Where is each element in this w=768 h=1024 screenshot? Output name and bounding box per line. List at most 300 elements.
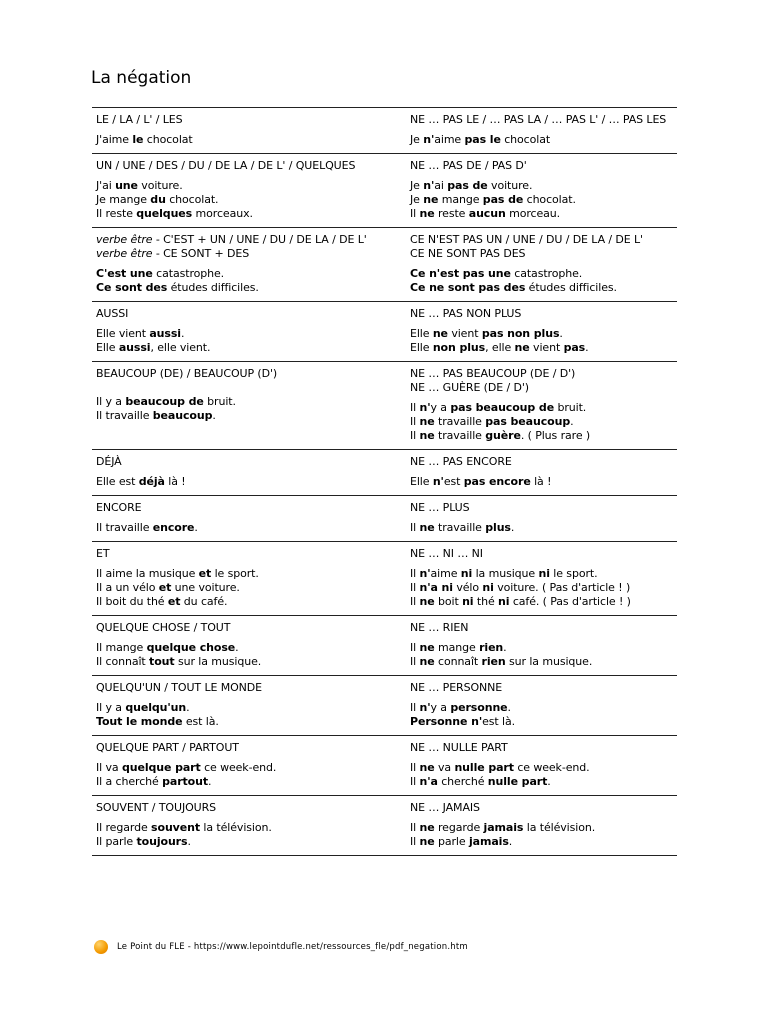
example-sentence: [96, 207, 406, 221]
emphasis-text: n': [419, 401, 431, 414]
text-segment: NE … PAS LE / … PAS LA / … PAS L' / … PAS LES: [410, 113, 667, 126]
emphasis-text: ne: [419, 655, 435, 668]
emphasis-text: jamais: [468, 835, 509, 848]
emphasis-text: ni: [482, 581, 494, 594]
emphasis-text: Ce n'est pas une: [410, 267, 511, 280]
text-segment: .: [510, 521, 515, 534]
text-segment: .: [186, 701, 190, 714]
text-segment: regarde: [434, 821, 484, 834]
examples: [410, 521, 677, 535]
emphasis-text: partout: [162, 775, 209, 788]
text-segment: connaît: [434, 655, 482, 668]
text-segment: Je mange: [96, 193, 151, 206]
emphasis-text: pas: [563, 341, 586, 354]
example-sentence: [410, 475, 677, 489]
text-segment: AUSSI: [96, 307, 129, 320]
text-segment: Il: [410, 401, 420, 414]
text-segment: cherché: [437, 775, 488, 788]
emphasis-text: n': [423, 179, 435, 192]
emphasis-text: rien: [481, 655, 506, 668]
examples: [410, 567, 677, 609]
rule-heading: [410, 455, 677, 469]
text-segment: Il travaille: [96, 409, 153, 422]
text-segment: parle: [434, 835, 469, 848]
text-segment: Il: [410, 521, 420, 534]
text-segment: travaille: [434, 415, 486, 428]
text-segment: Elle: [410, 327, 433, 340]
text-segment: - CE SONT + DES: [152, 247, 250, 260]
emphasis-text: quelque chose: [146, 641, 236, 654]
text-segment: UN / UNE / DES / DU / DE LA / DE L' / QUELQUES: [96, 159, 356, 172]
table-row: [92, 796, 677, 856]
examples: [96, 179, 406, 221]
negative-cell: [406, 154, 677, 227]
example-sentence: [96, 821, 406, 835]
examples: [96, 701, 406, 729]
emphasis-text: plus: [485, 521, 511, 534]
emphasis-text: nulle part: [487, 775, 548, 788]
text-segment: voiture.: [137, 179, 183, 192]
text-segment: .: [570, 415, 574, 428]
emphasis-text: ne: [419, 821, 435, 834]
emphasis-text: ne: [514, 341, 530, 354]
negation-table: [92, 107, 677, 856]
text-segment: NE … NULLE PART: [410, 741, 508, 754]
text-segment: du café.: [180, 595, 228, 608]
examples: [410, 641, 677, 669]
example-sentence: [410, 267, 677, 281]
text-segment: NE … NI … NI: [410, 547, 483, 560]
text-segment: chocolat.: [165, 193, 219, 206]
text-segment: .: [559, 327, 563, 340]
text-segment: Elle: [410, 341, 433, 354]
examples: [410, 401, 677, 443]
example-sentence: [410, 429, 677, 443]
examples: [410, 133, 677, 147]
emphasis-text: ne: [419, 415, 435, 428]
emphasis-text: ne: [419, 521, 435, 534]
text-segment: Il: [410, 581, 420, 594]
text-segment: ce week-end.: [513, 761, 590, 774]
text-segment: bruit.: [554, 401, 587, 414]
emphasis-text: aucun: [468, 207, 506, 220]
example-sentence: [410, 521, 677, 535]
emphasis-text: ni: [460, 567, 473, 580]
text-segment: catastrophe.: [152, 267, 225, 280]
emphasis-text: pas de: [447, 179, 488, 192]
rule-heading: [96, 547, 406, 561]
text-segment: aime: [434, 133, 465, 146]
text-segment: NE … PAS NON PLUS: [410, 307, 522, 320]
example-sentence: [96, 341, 406, 355]
emphasis-text: ne: [419, 595, 435, 608]
emphasis-text: verbe être: [96, 247, 153, 260]
text-segment: études difficiles.: [525, 281, 617, 294]
example-sentence: [96, 179, 406, 193]
text-segment: Elle: [410, 475, 433, 488]
rule-heading: [410, 233, 677, 247]
example-sentence: [96, 567, 406, 581]
text-segment: Il: [410, 595, 420, 608]
text-segment: Il: [410, 655, 420, 668]
rule-heading: [96, 247, 406, 261]
emphasis-text: Tout le monde: [96, 715, 183, 728]
examples: [96, 641, 406, 669]
text-segment: , elle vient.: [150, 341, 211, 354]
table-row: [92, 676, 677, 736]
text-segment: Je: [410, 193, 424, 206]
emphasis-text: nulle part: [454, 761, 514, 774]
emphasis-text: quelque part: [121, 761, 201, 774]
footer: [94, 940, 468, 954]
example-sentence: [410, 179, 677, 193]
example-sentence: [410, 655, 677, 669]
text-segment: NE … PAS BEAUCOUP (DE / D'): [410, 367, 576, 380]
emphasis-text: n'a: [419, 775, 438, 788]
text-segment: va: [434, 761, 455, 774]
example-sentence: [410, 193, 677, 207]
text-segment: NE … JAMAIS: [410, 801, 480, 814]
emphasis-text: et: [198, 567, 212, 580]
text-segment: chocolat: [143, 133, 193, 146]
text-segment: reste: [434, 207, 469, 220]
affirmative-cell: [92, 616, 406, 675]
text-segment: Il parle: [96, 835, 137, 848]
page-title: La négation: [91, 68, 192, 88]
negative-cell: [406, 616, 677, 675]
text-segment: est là.: [482, 715, 516, 728]
example-sentence: [96, 133, 406, 147]
emphasis-text: non plus: [432, 341, 486, 354]
text-segment: là !: [164, 475, 186, 488]
emphasis-text: ne: [419, 429, 435, 442]
text-segment: NE … RIEN: [410, 621, 469, 634]
table-row: [92, 108, 677, 154]
text-segment: la télévision.: [523, 821, 596, 834]
text-segment: mange: [434, 641, 480, 654]
table-row: [92, 302, 677, 362]
emphasis-text: encore: [152, 521, 195, 534]
table-row: [92, 616, 677, 676]
text-segment: Il: [410, 821, 420, 834]
examples: [96, 133, 406, 147]
example-sentence: [410, 327, 677, 341]
example-sentence: [410, 401, 677, 415]
text-segment: ai: [434, 179, 448, 192]
text-segment: DÉJÀ: [96, 455, 122, 468]
affirmative-cell: [92, 736, 406, 795]
text-segment: .: [235, 641, 239, 654]
text-segment: thé: [473, 595, 499, 608]
negative-cell: [406, 496, 677, 541]
examples: [410, 179, 677, 221]
example-sentence: [96, 595, 406, 609]
text-segment: Il: [410, 567, 420, 580]
text-segment: Il: [410, 775, 420, 788]
emphasis-text: pas de: [482, 193, 524, 206]
rule-heading: [96, 621, 406, 635]
emphasis-text: n'a ni: [419, 581, 453, 594]
emphasis-text: C'est une: [96, 267, 153, 280]
negative-cell: [406, 228, 677, 301]
text-segment: , elle: [485, 341, 515, 354]
text-segment: Il connaît: [96, 655, 150, 668]
example-sentence: [410, 835, 677, 849]
text-segment: aime: [430, 567, 461, 580]
text-segment: J'aime: [96, 133, 133, 146]
emphasis-text: tout: [149, 655, 175, 668]
examples: [96, 821, 406, 849]
rule-heading: [96, 113, 406, 127]
example-sentence: [410, 715, 677, 729]
text-segment: Il: [410, 207, 420, 220]
text-segment: Je: [410, 179, 424, 192]
text-segment: y a: [430, 401, 451, 414]
emphasis-text: pas non plus: [481, 327, 560, 340]
text-segment: NE … PAS DE / PAS D': [410, 159, 527, 172]
examples: [410, 821, 677, 849]
text-segment: une voiture.: [171, 581, 240, 594]
rule-heading: [96, 681, 406, 695]
text-segment: boit: [434, 595, 463, 608]
emphasis-text: ni: [498, 595, 510, 608]
example-sentence: [96, 715, 406, 729]
rule-heading: [96, 741, 406, 755]
text-segment: - C'EST + UN / UNE / DU / DE LA / DE L': [152, 233, 367, 246]
emphasis-text: une: [115, 179, 138, 192]
example-sentence: [96, 655, 406, 669]
example-sentence: [96, 327, 406, 341]
footer-text: Le Point du FLE - https://www.lepointdufle.net/ressources_fle/pdf_negation.htm: [117, 942, 468, 952]
example-sentence: [410, 641, 677, 655]
examples: [96, 475, 406, 489]
text-segment: sur la musique.: [505, 655, 593, 668]
text-segment: .: [503, 641, 507, 654]
text-segment: Elle: [96, 341, 119, 354]
text-segment: Il a un vélo: [96, 581, 159, 594]
emphasis-text: ne: [419, 641, 435, 654]
text-segment: Il boit du thé: [96, 595, 168, 608]
examples: [410, 701, 677, 729]
table-row: [92, 228, 677, 302]
emphasis-text: personne: [450, 701, 508, 714]
emphasis-text: rien: [479, 641, 504, 654]
examples: [410, 475, 677, 489]
text-segment: Il y a: [96, 701, 126, 714]
text-segment: chocolat.: [523, 193, 576, 206]
emphasis-text: et: [167, 595, 181, 608]
text-segment: café. ( Pas d'article ! ): [509, 595, 631, 608]
example-sentence: [96, 641, 406, 655]
rule-heading: [96, 307, 406, 321]
rule-heading: [410, 367, 677, 381]
examples: [96, 395, 406, 423]
text-segment: NE … PERSONNE: [410, 681, 503, 694]
emphasis-text: ni: [538, 567, 550, 580]
example-sentence: [96, 281, 406, 295]
text-segment: Elle est: [96, 475, 139, 488]
text-segment: la musique: [472, 567, 539, 580]
negative-cell: [406, 736, 677, 795]
text-segment: . ( Plus rare ): [520, 429, 591, 442]
example-sentence: [96, 475, 406, 489]
examples: [96, 567, 406, 609]
rule-heading: [96, 159, 406, 173]
emphasis-text: déjà: [138, 475, 165, 488]
example-sentence: [410, 567, 677, 581]
emphasis-text: beaucoup de: [125, 395, 204, 408]
example-sentence: [410, 775, 677, 789]
examples: [410, 761, 677, 789]
examples: [96, 521, 406, 535]
text-segment: .: [508, 835, 513, 848]
text-segment: bruit.: [203, 395, 236, 408]
emphasis-text: ne: [419, 835, 435, 848]
text-segment: NE … PLUS: [410, 501, 470, 514]
emphasis-text: du: [150, 193, 166, 206]
text-segment: QUELQUE PART / PARTOUT: [96, 741, 239, 754]
text-segment: Il reste: [96, 207, 137, 220]
text-segment: BEAUCOUP (DE) / BEAUCOUP (D'): [96, 367, 278, 380]
emphasis-text: ne: [419, 761, 435, 774]
emphasis-text: aussi: [118, 341, 151, 354]
emphasis-text: le: [132, 133, 144, 146]
rule-heading: [96, 455, 406, 469]
emphasis-text: n': [419, 701, 431, 714]
text-segment: est: [443, 475, 464, 488]
text-segment: CE N'EST PAS UN / UNE / DU / DE LA / DE L': [410, 233, 643, 246]
emphasis-text: souvent: [151, 821, 201, 834]
emphasis-text: aussi: [149, 327, 181, 340]
text-segment: .: [507, 701, 511, 714]
text-segment: Il: [410, 415, 420, 428]
text-segment: CE NE SONT PAS DES: [410, 247, 526, 260]
rule-heading: [410, 159, 677, 173]
emphasis-text: Personne n': [410, 715, 483, 728]
rule-heading: [96, 233, 406, 247]
negative-cell: [406, 362, 677, 449]
text-segment: sur la musique.: [174, 655, 262, 668]
emphasis-text: n': [432, 475, 444, 488]
rule-heading: [410, 247, 677, 261]
example-sentence: [96, 267, 406, 281]
affirmative-cell: [92, 796, 406, 855]
text-segment: .: [585, 341, 589, 354]
text-segment: vélo: [452, 581, 483, 594]
affirmative-cell: [92, 496, 406, 541]
table-row: [92, 450, 677, 496]
example-sentence: [410, 133, 677, 147]
text-segment: Il aime la musique: [96, 567, 199, 580]
text-segment: Il a cherché: [96, 775, 163, 788]
example-sentence: [410, 821, 677, 835]
text-segment: le sport.: [549, 567, 598, 580]
text-segment: ENCORE: [96, 501, 142, 514]
emphasis-text: ne: [423, 193, 439, 206]
affirmative-cell: [92, 302, 406, 361]
table-row: [92, 362, 677, 450]
emphasis-text: jamais: [483, 821, 524, 834]
rule-heading: [410, 621, 677, 635]
negative-cell: [406, 450, 677, 495]
text-segment: le sport.: [211, 567, 259, 580]
text-segment: mange: [438, 193, 483, 206]
emphasis-text: quelqu'un: [125, 701, 187, 714]
text-segment: voiture. ( Pas d'article ! ): [493, 581, 631, 594]
text-segment: Il travaille: [96, 521, 153, 534]
example-sentence: [410, 341, 677, 355]
text-segment: Il y a: [96, 395, 126, 408]
negative-cell: [406, 302, 677, 361]
text-segment: Il: [410, 761, 420, 774]
example-sentence: [96, 409, 406, 423]
rule-heading: [410, 741, 677, 755]
text-segment: est là.: [182, 715, 219, 728]
rule-heading: [410, 307, 677, 321]
emphasis-text: ne: [419, 207, 435, 220]
emphasis-text: pas beaucoup: [485, 415, 571, 428]
text-segment: morceaux.: [192, 207, 253, 220]
orange-dot-icon: [94, 940, 108, 954]
rule-heading: [410, 501, 677, 515]
affirmative-cell: [92, 676, 406, 735]
examples: [96, 267, 406, 295]
rule-heading: [410, 681, 677, 695]
text-segment: NE … PAS ENCORE: [410, 455, 512, 468]
rule-heading: [410, 801, 677, 815]
affirmative-cell: [92, 450, 406, 495]
example-sentence: [410, 581, 677, 595]
example-sentence: [410, 701, 677, 715]
text-segment: NE … GUÈRE (DE / D'): [410, 381, 529, 394]
text-segment: ce week-end.: [200, 761, 277, 774]
emphasis-text: toujours: [136, 835, 188, 848]
affirmative-cell: [92, 542, 406, 615]
rule-heading: [410, 113, 677, 127]
rule-heading: [410, 547, 677, 561]
emphasis-text: Ce sont des: [96, 281, 168, 294]
example-sentence: [96, 193, 406, 207]
examples: [410, 327, 677, 355]
text-segment: morceau.: [505, 207, 561, 220]
negative-cell: [406, 796, 677, 855]
emphasis-text: guère: [485, 429, 521, 442]
affirmative-cell: [92, 108, 406, 153]
example-sentence: [96, 761, 406, 775]
example-sentence: [410, 207, 677, 221]
text-segment: chocolat: [500, 133, 551, 146]
example-sentence: [410, 761, 677, 775]
text-segment: y a: [430, 701, 451, 714]
emphasis-text: ni: [462, 595, 474, 608]
text-segment: Elle vient: [96, 327, 150, 340]
text-segment: Il regarde: [96, 821, 152, 834]
text-segment: ET: [96, 547, 110, 560]
emphasis-text: beaucoup: [152, 409, 213, 422]
text-segment: travaille: [434, 429, 486, 442]
emphasis-text: verbe être: [96, 233, 153, 246]
emphasis-text: pas le: [464, 133, 501, 146]
emphasis-text: n': [423, 133, 435, 146]
example-sentence: [96, 521, 406, 535]
example-sentence: [410, 595, 677, 609]
text-segment: Il va: [96, 761, 122, 774]
rule-heading: [96, 501, 406, 515]
negative-cell: [406, 676, 677, 735]
example-sentence: [410, 281, 677, 295]
text-segment: SOUVENT / TOUJOURS: [96, 801, 217, 814]
text-segment: vient: [447, 327, 482, 340]
